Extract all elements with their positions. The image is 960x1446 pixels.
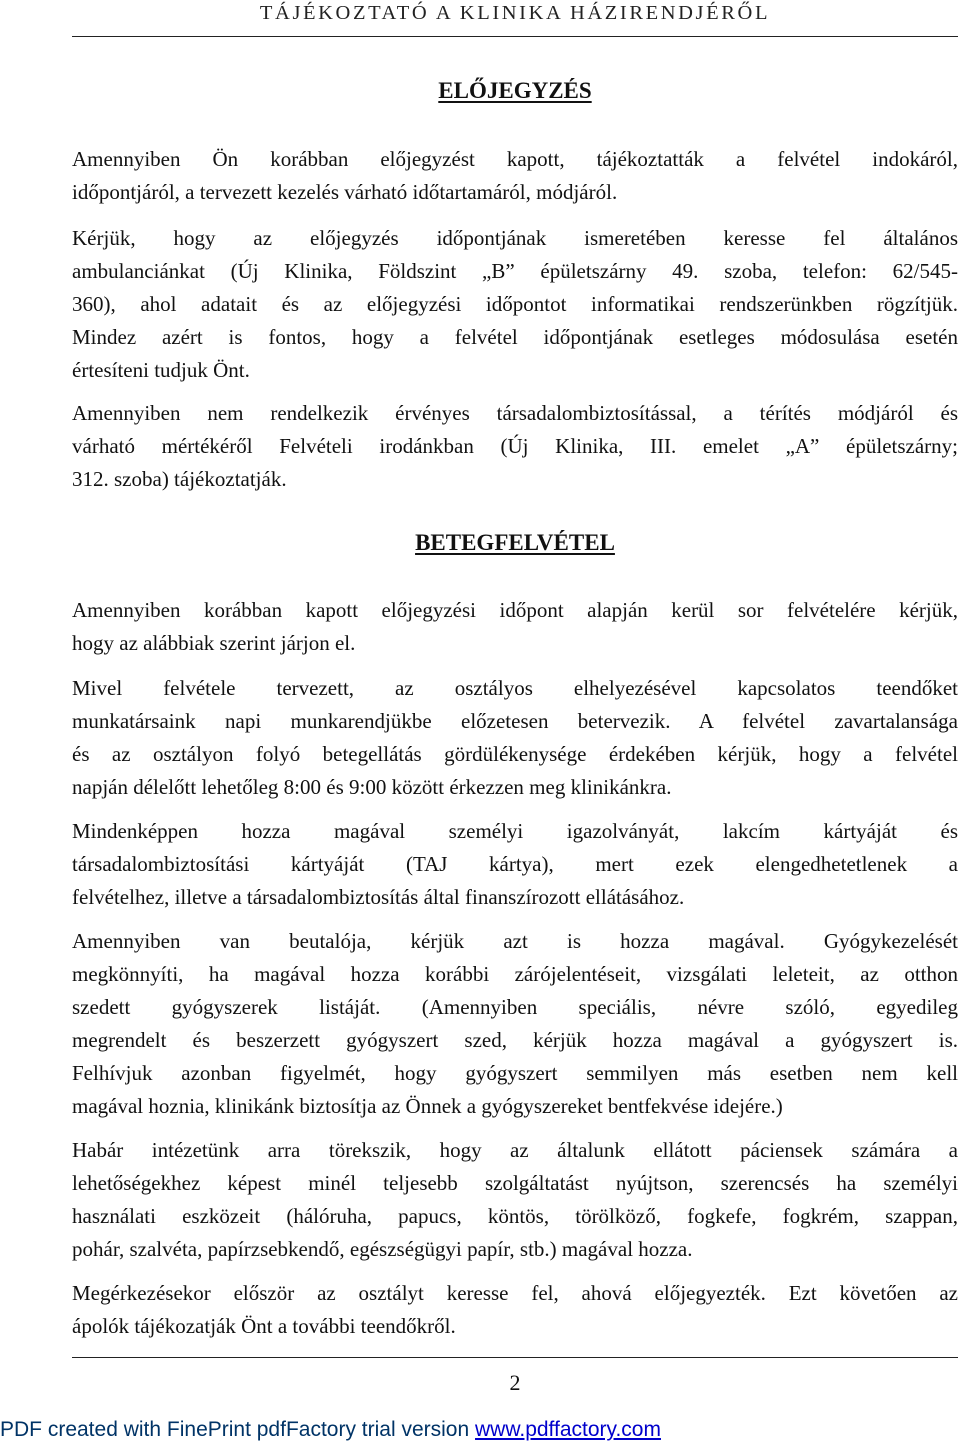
text-line: Amennyiben van beutalója, kérjük azt is hozza magával. Gyógykezelését (72, 929, 958, 953)
text-line: munkatársaink napi munkarendjükbe előzetesen betervezik. A felvétel zavartalansága (72, 709, 958, 733)
text-line: ambulanciánkat (Új Klinika, Földszint „B” épületszárny 49. szoba, telefon: 62/545- (72, 259, 958, 283)
text-line: Mindenképpen hozza magával személyi igazolványát, lakcím kártyáját és (72, 819, 958, 843)
text-line: 312. szoba) tájékoztatják. (72, 467, 287, 491)
text-line: pohár, szalvéta, papírzsebkendő, egészségügyi papír, stb.) magával hozza. (72, 1237, 693, 1261)
text-line: megkönnyíti, ha magával hozza korábbi zárójelentéseit, vizsgálati leleteit, az otthon (72, 962, 958, 986)
paragraph (72, 672, 958, 804)
text-line: várható mértékéről Felvételi irodánkban (Új Klinika, III. emelet „A” épületszárny; (72, 434, 958, 458)
pdf-trial-text: PDF created with FinePrint pdfFactory trial version (0, 1418, 476, 1441)
text-line: Amennyiben korábban kapott előjegyzési időpont alapján kerül sor felvételére kérjük, (72, 598, 958, 622)
header-divider (72, 36, 958, 37)
text-line: hogy az alábbiak szerint járjon el. (72, 631, 356, 655)
text-line: Megérkezésekor először az osztályt keresse fel, ahová előjegyezték. Ezt követően az (72, 1281, 958, 1305)
text-line: megrendelt és beszerzett gyógyszert szed, kérjük hozza magával a gyógyszert is. (72, 1028, 958, 1052)
paragraph (72, 222, 958, 387)
text-line: lehetőségekhez képest minél teljesebb szolgáltatást nyújtson, szerencsés ha személyi (72, 1171, 958, 1195)
paragraph (72, 815, 958, 914)
text-line: Amennyiben Ön korábban előjegyzést kapott, tájékoztatták a felvétel indokáról, (72, 147, 958, 171)
paragraph (72, 594, 958, 660)
section-heading-elojegyzes: ELŐJEGYZÉS (438, 78, 592, 103)
page-number: 2 (509, 1370, 521, 1395)
paragraph (72, 1134, 958, 1266)
text-line: 360), ahol adatait és az előjegyzési időpontot informatikai rendszerünkben rögzítjük. (72, 292, 958, 316)
footer-divider (72, 1357, 958, 1358)
section-heading-betegfelvetel: BETEGFELVÉTEL (415, 530, 615, 555)
paragraph (72, 143, 958, 209)
paragraph (72, 925, 958, 1123)
text-line: magával hoznia, klinikánk biztosítja az Önnek a gyógyszereket bentfekvése idejére.) (72, 1094, 783, 1118)
text-line: Mindez azért is fontos, hogy a felvétel időpontjának esetleges módosulása esetén (72, 325, 958, 349)
running-header-title: TÁJÉKOZTATÓ A KLINIKA HÁZIRENDJÉRŐL (259, 2, 771, 24)
text-line: ápolók tájékozatják Önt a további teendőkről. (72, 1314, 456, 1338)
text-line: Mivel felvétele tervezett, az osztályos elhelyezésével kapcsolatos teendőket (72, 676, 958, 700)
text-line: időpontjáról, a tervezett kezelés várható időtartamáról, módjáról. (72, 180, 618, 204)
text-line: értesíteni tudjuk Önt. (72, 358, 250, 382)
text-line: társadalombiztosítási kártyáját (TAJ kártya), mert ezek elengedhetetlenek a (72, 852, 958, 876)
text-line: használati eszközeit (hálóruha, papucs, köntös, törölköző, fogkefe, fogkrém, szappan, (72, 1204, 958, 1228)
paragraph (72, 397, 958, 496)
text-line: Kérjük, hogy az előjegyzés időpontjának ismeretében keresse fel általános (72, 226, 958, 250)
paragraph (72, 1277, 958, 1343)
text-line: szedett gyógyszerek listáját. (Amennyiben speciális, névre szóló, egyedileg (72, 995, 958, 1019)
text-line: Felhívjuk azonban figyelmét, hogy gyógyszert semmilyen más esetben nem kell (72, 1061, 958, 1085)
text-line: Amennyiben nem rendelkezik érvényes társadalombiztosítással, a térítés módjáról és (72, 401, 958, 425)
text-line: Habár intézetünk arra törekszik, hogy az általunk ellátott páciensek számára a (72, 1138, 958, 1162)
text-line: napján délelőtt lehetőleg 8:00 és 9:00 között érkezzen meg klinikánkra. (72, 775, 672, 799)
text-line: és az osztályon folyó betegellátás gördülékenysége érdekében kérjük, hogy a felvétel (72, 742, 958, 766)
pdffactory-link[interactable]: www.pdffactory.com (475, 1418, 661, 1441)
pdf-trial-footer (0, 1418, 661, 1442)
text-line: felvételhez, illetve a társadalombiztosítás által finanszírozott ellátásához. (72, 885, 685, 909)
